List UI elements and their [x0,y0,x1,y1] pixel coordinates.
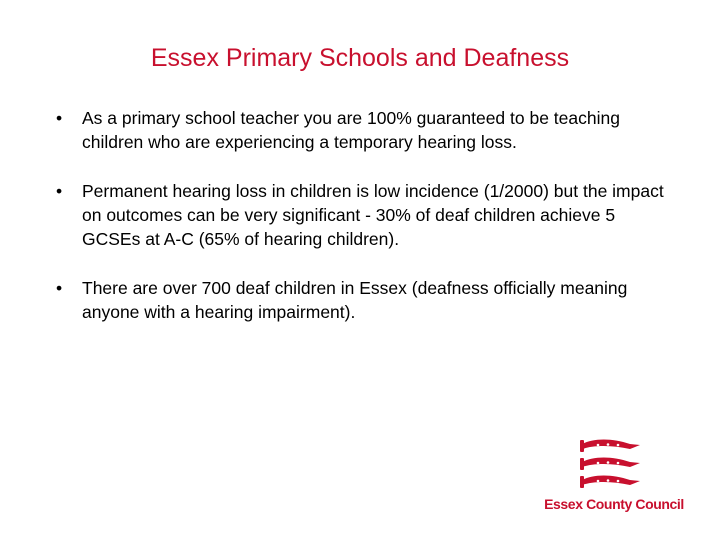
bullet-marker: • [56,108,63,128]
three-seaxes-icon [578,436,646,492]
bullet-item [56,106,676,154]
logo-text: Essex County Council [544,496,684,512]
bullet-list [56,106,676,349]
bullet-text: There are over 700 deaf children in Essex (deafness officially meaning anyone with a hearing impairment). [82,278,628,322]
bullet-item [56,276,676,324]
bullet-text: As a primary school teacher you are 100% guaranteed to be teaching children who are experiencing a temporary hearing loss. [82,108,620,152]
essex-county-council-logo [536,436,692,520]
slide-title: Essex Primary Schools and Deafness [150,44,570,72]
bullet-item [56,179,676,251]
bullet-marker: • [56,278,63,298]
bullet-text: Permanent hearing loss in children is low incidence (1/2000) but the impact on outcomes can be very significant - 30% of deaf children achieve 5 GCSEs at A-C (65% of hearing children). [82,181,664,249]
bullet-marker: • [56,181,63,201]
